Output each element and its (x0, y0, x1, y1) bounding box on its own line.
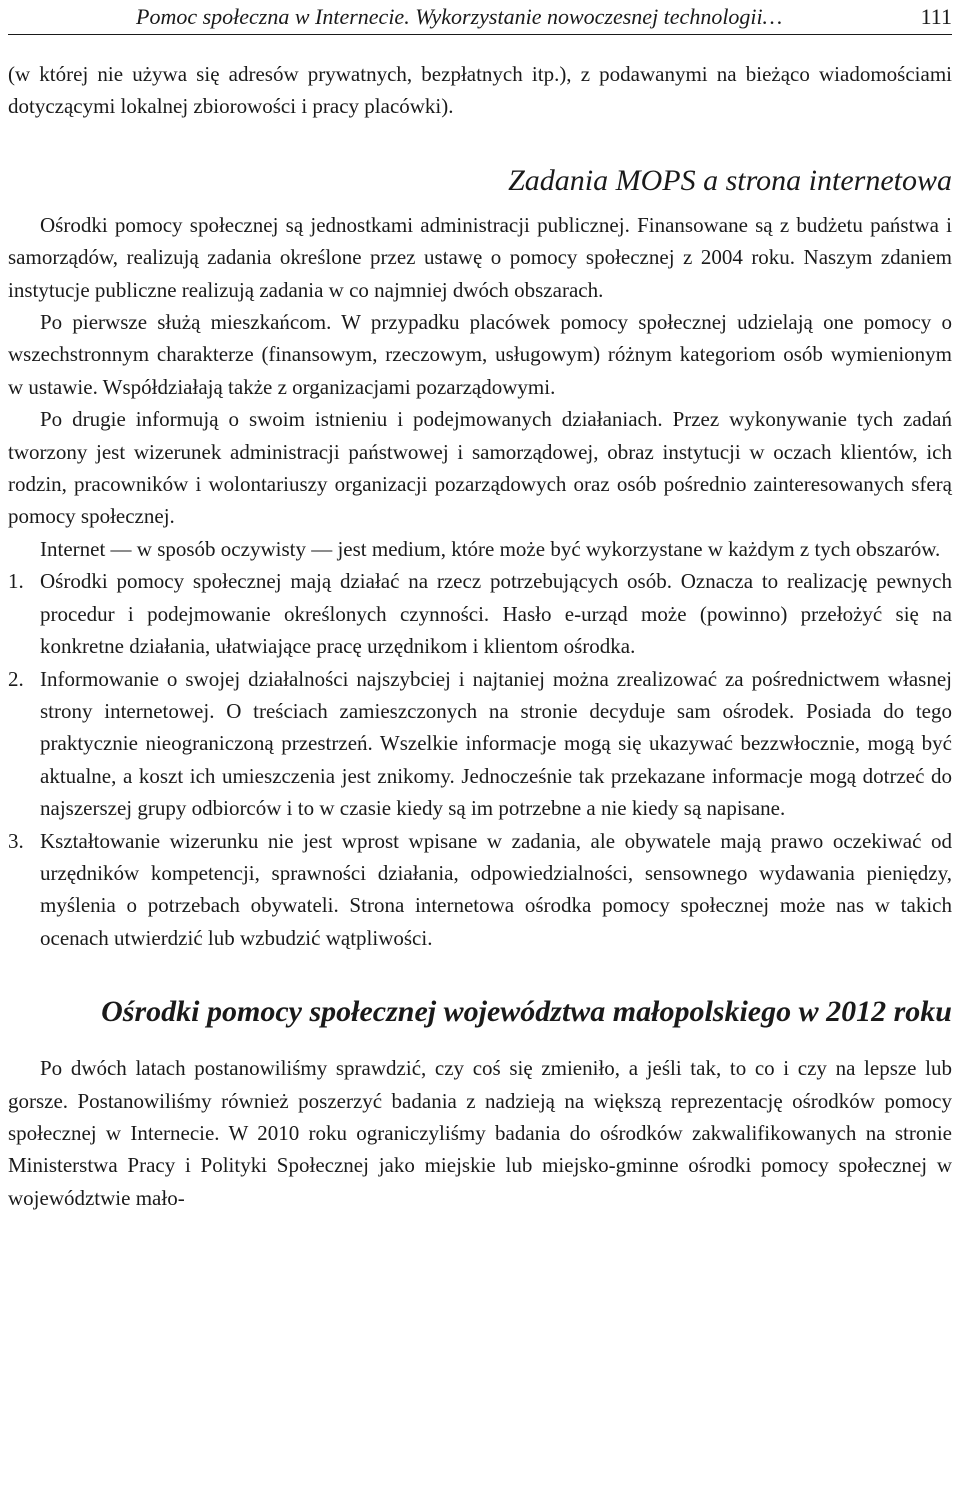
list-item-text: Kształtowanie wizerunku nie jest wprost wpisane w zadania, ale obywatele mają prawo oczekiwać od urzędników kompetencji, sprawności działania, odpowiedzialności, sensownego wydawania pieniędzy, myślenia o potrzebach obywateli. Strona internetowa ośrodka pomocy społecznej może nas w takich ocenach utwierdzić lub wzbudzić wątpliwości. (40, 828, 952, 950)
list-item-number: 2. (8, 666, 24, 691)
paragraph-public-administration: Ośrodki pomocy społecznej są jednostkami administracji publicznej. Finansowane są z budżetu państwa i samorządów, realizują zadania określone przez ustawę o pomocy społecznej z 2004 roku. Naszym zdaniem instytucje publiczne realizują zadania w co najmniej dwóch obszarach. (8, 212, 952, 302)
list-item-text: Informowanie o swojej działalności najszybciej i najtaniej można zrealizować za pośrednictwem własnej strony internetowej. O treściach zamieszczonych na stronie decyduje sam ośrodek. Posiada do tego praktycznie nieograniczoną przestrzeń. Wszelkie informacje mogą się ukazywać bezzwłocznie, mogą być aktualne, a koszt ich umieszczenia jest znikomy. Jednocześnie tak przekazane informacje mogą dotrzeć do najszerszej grupy odbiorców i to w czasie kiedy są im potrzebne a nie kiedy są napisane. (40, 666, 952, 821)
page-body (8, 58, 952, 1214)
list-item-number: 1. (8, 569, 24, 594)
continued-paragraph: (w której nie używa się adresów prywatnych, bezpłatnych itp.), z podawanymi na bieżąco wiadomościami dotyczącymi lokalnej zbiorowości i pracy placówki). (8, 62, 952, 119)
section-heading-malopolska: Ośrodki pomocy społecznej województwa małopolskiego w 2012 roku (101, 995, 952, 1029)
header-rule (8, 34, 952, 35)
running-title: Pomoc społeczna w Internecie. Wykorzystanie nowoczesnej technologii… (136, 4, 783, 29)
list-item (8, 663, 952, 825)
paragraph-internet: Internet — w sposób oczywisty — jest medium, które może być wykorzystane w każdym z tych obszarów. (40, 536, 941, 561)
paragraph-study-2012: Po dwóch latach postanowiliśmy sprawdzić, czy coś się zmieniło, a jeśli tak, to co i czy na lepsze lub gorsze. Postanowiliśmy również poszerzyć badania z nadzieją na większą reprezentację ośrodków pomocy społecznej w Internecie. W 2010 roku ograniczyliśmy badania do ośrodków zakwalifikowanych na stronie Ministerstwa Pracy i Polityki Społecznej jako miejskie lub miejsko-gminne ośrodki pomocy społecznej w województwie mało- (8, 1056, 952, 1210)
list-item (8, 825, 952, 955)
numbered-list (8, 565, 952, 954)
list-item (8, 565, 952, 662)
list-item-text: Ośrodki pomocy społecznej mają działać na rzecz potrzebujących osób. Oznacza to realizację pewnych procedur i podejmowanie określonych czynności. Hasło e-urząd może (powinno) przełożyć się na konkretne działania, ułatwiające pracę urzędnikom i klientom ośrodka. (40, 569, 952, 659)
page-number: 111 (920, 4, 952, 29)
paragraph-informing: Po drugie informują o swoim istnieniu i podejmowanych działaniach. Przez wykonywanie tych zadań tworzony jest wizerunek administracji państwowej i samorządowej, obraz instytucji w oczach klientów, ich rodzin, pracowników i wolontariuszy organizacji pozarządowych oraz osób pośrednio zainteresowanych sferą pomocy społecznej. (8, 407, 952, 529)
paragraph-serving-residents: Po pierwsze służą mieszkańcom. W przypadku placówek pomocy społecznej udzielają one pomocy o wszechstronnym charakterze (finansowym, rzeczowym, usługowym) różnym kategoriom osób wymienionym w ustawie. Współdziałają także z organizacjami pozarządowymi. (8, 310, 952, 399)
list-item-number: 3. (8, 828, 24, 853)
running-header (0, 0, 960, 36)
section-heading-mops: Zadania MOPS a strona internetowa (508, 163, 952, 197)
